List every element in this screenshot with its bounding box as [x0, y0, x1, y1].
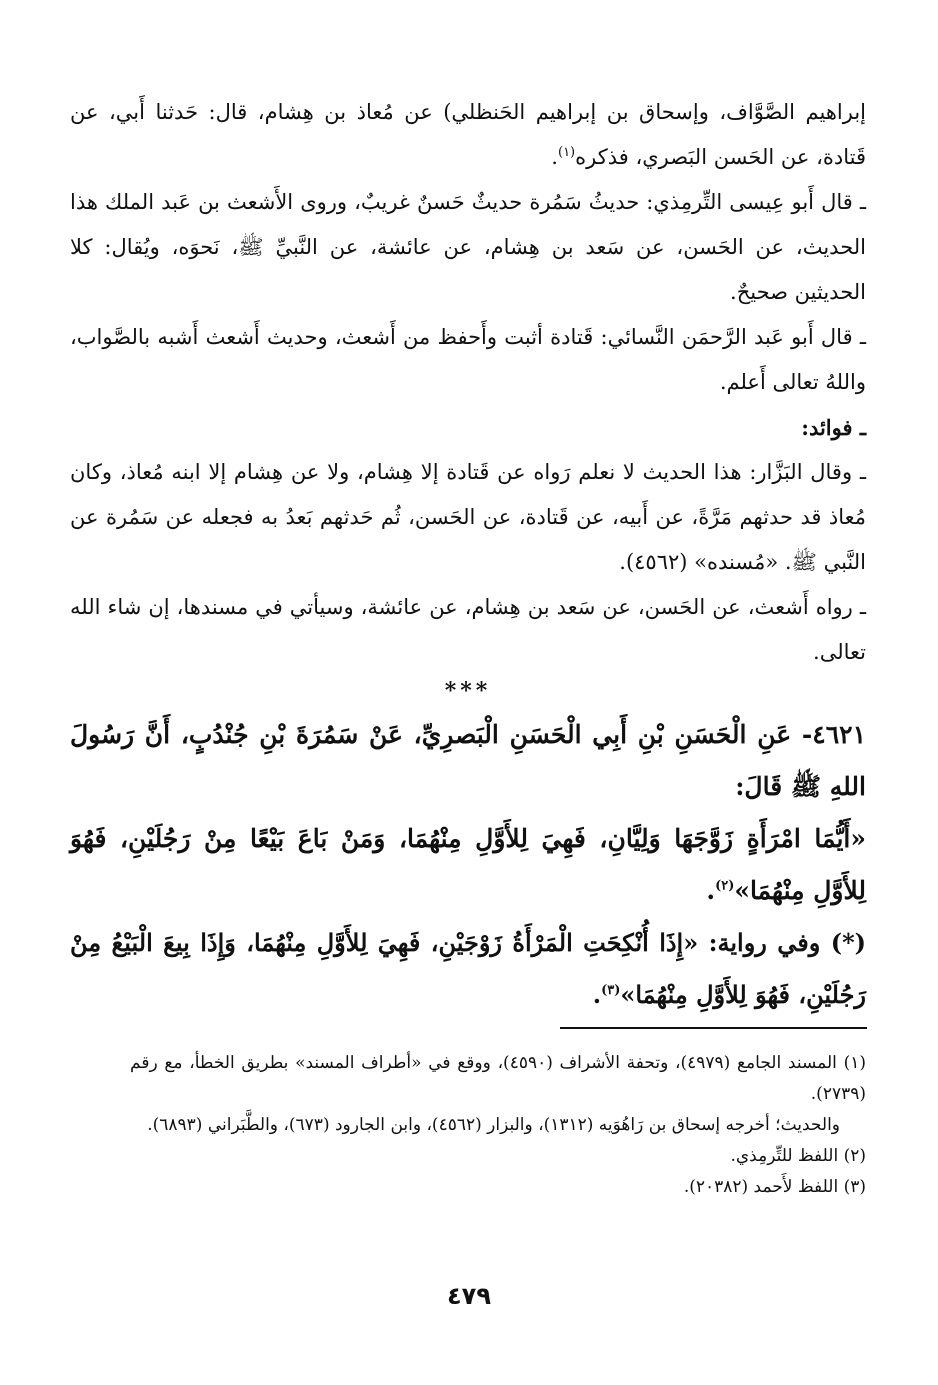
footnote-3: (٣) اللفظ لأَحمد (٢٠٣٨٢). [683, 1177, 866, 1197]
hadith-matn: «أَيُّمَا امْرَأَةٍ زَوَّجَهَا وَلِيَّانِ، فَهِيَ لِلأَوَّلِ مِنْهُمَا، وَمَنْ بَاعَ بَيْعًا مِنْ رَجُلَيْنِ، فَهُوَ لِلأَوَّلِ مِنْهُمَا»$^{(٢)}$. [70, 824, 866, 905]
paragraph-bazzar: ـ وقال البَزَّار: هذا الحديث لا نعلم رَواه عن قَتادة إلا هِشام، ولا عن هِشام إلا ابنه مُعاذ، وكان مُعاذ قد حدثهم مَرَّةً، عن أَبيه، عن قَتادة، عن الحَسن، ثُم حَدثهم بَعدُ به فجعله عن سَمُرة عن النَّبي ﷺ. «مُسنده» (٤٥٦٢). [70, 460, 866, 574]
footnote-marker-3[interactable]: (٣) [601, 983, 621, 998]
footnote-1: (١) المسند الجامع (٤٩٧٩)، وتحفة الأشراف (٤٥٩٠)، ووقع في «أطراف المسند» بطريق الخطأ، مع رقم (٢٧٣٩). [130, 1053, 866, 1104]
page-number: ٤٧٩ [447, 1282, 491, 1310]
paragraph-tirmidhi: ـ قال أَبو عِيسى التِّرمِذي: حديثُ سَمُرة حديثٌ حَسنٌ غريبٌ، وروى الأَشعث بن عَبد الملك هذا الحديث، عن الحَسن، عن سَعد بن هِشام، عن عائشة، عن النَّبيِّ ﷺ، نَحوَه، ويُقال: كلا الحديثين صحيحٌ. [70, 190, 866, 304]
main-text [70, 90, 866, 1021]
footnote-2: (٢) اللفظ للتِّرمِذي. [730, 1146, 866, 1166]
paragraph-nasai: ـ قال أَبو عَبد الرَّحمَن النَّسائي: قَتادة أثبت وأَحفظ من أَشعث، وحديث أَشعث أَشبه بالصَّواب، واللهُ تعالى أَعلم. [70, 325, 866, 394]
footnote-1-continuation: والحديث؛ أخرجه إسحاق بن رَاهُوَيه (١٣١٢)، والبزار (٤٥٦٢)، وابن الجارود (٦٧٣)، والطَّبَراني (٦٨٩٣). [147, 1115, 840, 1135]
paragraph-text: إبراهيم الصَّوَّاف، وإسحاق بن إبراهيم الحَنظلي) عن مُعاذ بن هِشام، قال: حَدثنا أَبي، عن قَتادة، عن الحَسن البَصري، فذكره [70, 100, 866, 169]
footnote-marker-1[interactable]: (١) [557, 145, 576, 160]
fawaid-heading: ـ فوائد: [801, 415, 866, 440]
footnotes [130, 1048, 866, 1203]
paragraph-isnad-end: إبراهيم الصَّوَّاف، وإسحاق بن إبراهيم الحَنظلي) عن مُعاذ بن هِشام، قال: حَدثنا أَبي، عن قَتادة، عن الحَسن البَصري، فذكره$^{(١)}$. [70, 100, 866, 169]
hadith-matn-text: «أَيُّمَا امْرَأَةٍ زَوَّجَهَا وَلِيَّانِ، فَهِيَ لِلأَوَّلِ مِنْهُمَا، وَمَنْ بَاعَ بَيْعًا مِنْ رَجُلَيْنِ، فَهُوَ لِلأَوَّلِ مِنْهُمَا» [70, 824, 866, 905]
hadith-isnad [70, 709, 866, 813]
paragraph-ashath: ـ رواه أَشعث، عن الحَسن، عن سَعد بن هِشام، عن عائشة، وسيأتي في مسندها، إن شاء الله تعالى. [70, 595, 866, 664]
footnote-marker-2[interactable]: (٢) [715, 878, 735, 894]
hadith-variant-text: (*) وفي رواية: «إِذَا أُنْكِحَتِ الْمَرْأَةُ زَوْجَيْنِ، فَهِيَ لِلأَوَّلِ مِنْهُمَا، وَإِذَا بِيعَ الْبَيْعُ مِنْ رَجُلَيْنِ، فَهُوَ لِلأَوَّلِ مِنْهُمَا» [70, 928, 866, 1009]
hadith-variant: (*) وفي رواية: «إِذَا أُنْكِحَتِ الْمَرْأَةُ زَوْجَيْنِ، فَهِيَ لِلأَوَّلِ مِنْهُمَا، وَإِذَا بِيعَ الْبَيْعُ مِنْ رَجُلَيْنِ، فَهُوَ لِلأَوَّلِ مِنْهُمَا»$^{(٣)}$. [70, 928, 866, 1009]
section-separator: *** [444, 678, 492, 704]
footnote-divider [560, 1027, 867, 1029]
hadith-isnad-text: عَنِ الْحَسَنِ بْنِ أَبِي الْحَسَنِ الْبَصرِيِّ، عَنْ سَمُرَةَ بْنِ جُنْدُبٍ، أَنَّ رَسُولَ اللهِ ﷺ قَالَ: [70, 720, 866, 801]
hadith-number: ٤٦٢١- [801, 720, 866, 749]
